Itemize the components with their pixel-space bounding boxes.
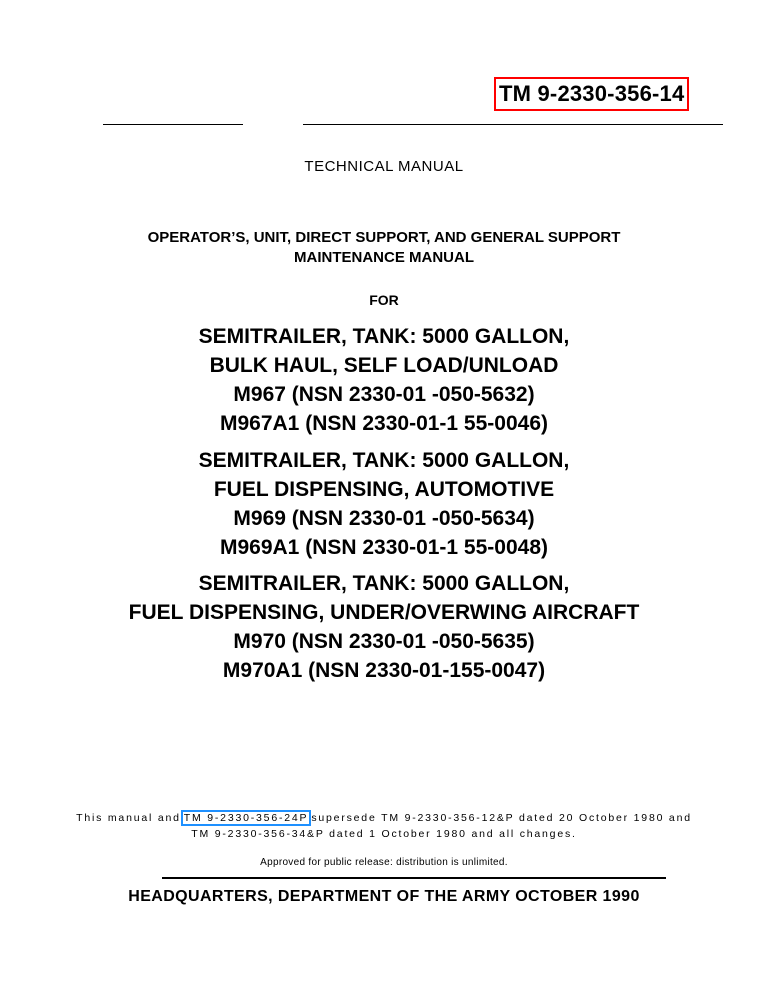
header-rule-left (103, 124, 243, 125)
supersede-line-2: TM 9-2330-356-34&P dated 1 October 1980 and all changes. (191, 828, 577, 840)
technical-manual-label: TECHNICAL MANUAL (304, 158, 464, 175)
tm-reference-link[interactable]: TM 9-2330-356-24P (181, 810, 312, 826)
vehicle-line: M970 (NSN 2330-01 -050-5635) (233, 630, 535, 653)
supersede-prefix: This manual and (76, 812, 181, 824)
tm-number: TM 9-2330-356-14 (494, 77, 689, 111)
maintenance-title-line-2: MAINTENANCE MANUAL (294, 249, 474, 266)
vehicle-line: M970A1 (NSN 2330-01-155-0047) (222, 659, 546, 682)
for-label: FOR (369, 292, 399, 308)
vehicle-line: M969A1 (NSN 2330-01-1 55-0048) (219, 536, 548, 559)
vehicle-line: M967 (NSN 2330-01 -050-5632) (233, 383, 535, 406)
vehicle-line: SEMITRAILER, TANK: 5000 GALLON, (198, 449, 570, 472)
vehicle-line: M969 (NSN 2330-01 -050-5634) (233, 507, 535, 530)
supersede-notice (0, 810, 768, 842)
distribution-statement: Approved for public release: distribution is unlimited. (260, 857, 508, 868)
supersede-suffix: supersede TM 9-2330-356-12&P dated 20 October 1980 and (311, 812, 692, 824)
vehicle-line: SEMITRAILER, TANK: 5000 GALLON, (198, 325, 570, 348)
footer-rule (162, 877, 666, 879)
vehicle-group-m970 (0, 569, 768, 685)
vehicle-group-m967 (0, 322, 768, 438)
vehicle-line: BULK HAUL, SELF LOAD/UNLOAD (209, 354, 559, 377)
header-rule-right (303, 124, 723, 125)
maintenance-title-line-1: OPERATOR’S, UNIT, DIRECT SUPPORT, AND GENERAL SUPPORT (147, 229, 621, 246)
vehicle-line: SEMITRAILER, TANK: 5000 GALLON, (198, 572, 570, 595)
vehicle-line: M967A1 (NSN 2330-01-1 55-0046) (219, 412, 548, 435)
headquarters-line: HEADQUARTERS, DEPARTMENT OF THE ARMY OCTOBER 1990 (128, 888, 640, 905)
vehicle-line: FUEL DISPENSING, UNDER/OVERWING AIRCRAFT (128, 601, 640, 624)
vehicle-group-m969 (0, 446, 768, 562)
supersede-line-1 (0, 810, 768, 826)
vehicle-line: FUEL DISPENSING, AUTOMOTIVE (213, 478, 555, 501)
